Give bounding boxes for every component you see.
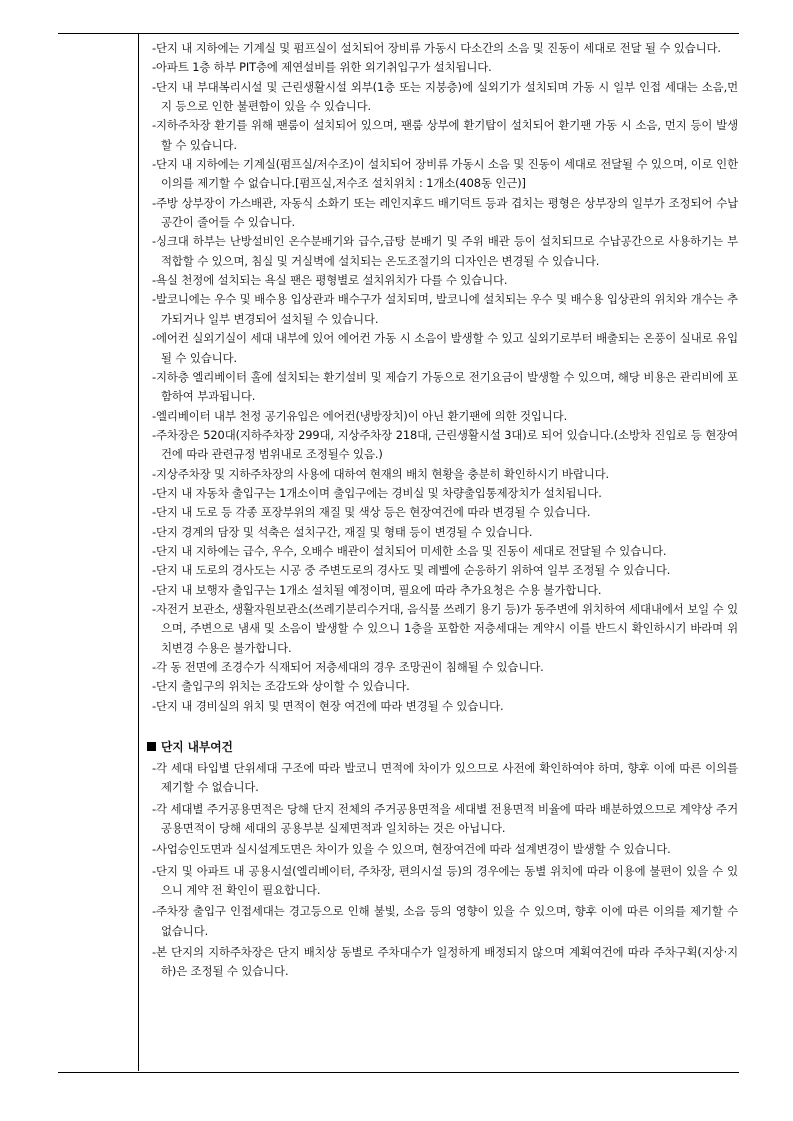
notice-item: -단지 출입구의 위치는 조감도와 상이할 수 있습니다. bbox=[152, 679, 410, 694]
notice-item: -에어컨 실외기실이 세대 내부에 있어 에어컨 가동 시 소음이 발생할 수 있고 실외기로부터 배출되는 온풍이 실내로 유입될 수 있습니다. bbox=[152, 331, 738, 365]
notice-item: -자전거 보관소, 생활자원보관소(쓰레기분리수거대, 음식물 쓰레기 용기 등)가 동주변에 위치하여 세대내에서 보일 수 있으며, 주변으로 냄새 및 소음이 발생할 수 있으니 1층을 포함한 저층세대는 계약시 이를 반드시 확인하시기 바라며 위치변경 수용은 불가합니다. bbox=[152, 601, 738, 655]
notice-item: -단지 내 지하에는 기계실(펌프실/저수조)이 설치되어 장비류 가동시 소음 및 진동이 세대로 전달될 수 있으며, 이로 인한 이의를 제기할 수 없습니다.[펌프실,저수조 설치위치 : 1개소(408동 인근)] bbox=[152, 157, 738, 191]
notice-item: -엘리베이터 내부 천정 공기유입은 에어컨(냉방장치)이 아닌 환기팬에 의한 것입니다. bbox=[152, 408, 568, 423]
notice-item: -단지 내 도로의 경사도는 시공 중 주변도로의 경사도 및 레벨에 순응하기 위하여 일부 조정될 수 있습니다. bbox=[152, 563, 671, 578]
notice-item: -지하층 엘리베이터 홀에 설치되는 환기설비 및 제습기 가동으로 전기요금이 발생할 수 있으며, 해당 비용은 관리비에 포함하여 부과됩니다. bbox=[152, 369, 738, 404]
notice-item: -싱크대 하부는 난방설비인 온수분배기와 급수,급탕 분배기 및 주위 배관 등이 설치되므로 수납공간으로 사용하기는 부적합할 수 있으며, 침실 및 거실벽에 설치되는 온도조절기의 디자인은 변경될 수 있습니다. bbox=[152, 234, 738, 268]
notice-item: -단지 내 지하에는 급수, 우수, 오배수 배관이 설치되어 미세한 소음 및 진동이 세대로 전달될 수 있습니다. bbox=[152, 543, 667, 558]
notice-item: -아파트 1층 하부 PIT층에 제연설비를 위한 외기취입구가 설치됩니다. bbox=[152, 60, 492, 75]
section-spacer bbox=[152, 716, 738, 737]
notice-item: -발코니에는 우수 및 배수용 입상관과 배수구가 설치되며, 발코니에 설치되는 우수 및 배수용 입상관의 위치와 개수는 추가되거나 일부 변경되어 설치될 수 있습니다. bbox=[152, 292, 738, 326]
section-item: -각 세대 타입별 단위세대 구조에 따라 발코니 면적에 차이가 있으므로 사전에 확인하여야 하며, 향후 이에 따른 이의를 제기할 수 없습니다. bbox=[152, 761, 738, 795]
notice-item: -주차장은 520대(지하주차장 299대, 지상주차장 218대, 근린생활시설 3대)로 되어 있습니다.(소방차 진입로 등 현장여건에 따라 관련규정 범위내로 조정될수 있음.) bbox=[152, 427, 738, 462]
notice-item: -단지 내 지하에는 기계실 및 펌프실이 설치되어 장비류 가동시 다소간의 소음 및 진동이 세대로 전달 될 수 있습니다. bbox=[152, 41, 721, 55]
notice-item: -단지 경계의 담장 및 석축은 설치구간, 재질 및 형태 등이 변경될 수 있습니다. bbox=[152, 524, 533, 539]
notice-item: -지상주차장 및 지하주차장의 사용에 대하여 현재의 배치 현황을 충분히 확인하시기 바랍니다. bbox=[152, 466, 610, 481]
notice-item: -단지 내 부대복리시설 및 근린생활시설 외부(1층 또는 지붕층)에 실외기가 설치되며 가동 시 일부 인접 세대는 소음,먼지 등으로 인한 불편함이 있을 수 있습니다. bbox=[152, 79, 738, 114]
section-heading-text: 단지 내부여건 bbox=[161, 740, 233, 755]
notice-item: -각 동 전면에 조경수가 식재되어 저층세대의 경우 조망권이 침해될 수 있습니다. bbox=[152, 660, 544, 674]
section-item: -본 단지의 지하주차장은 단지 배치상 동별로 주차대수가 일정하게 배정되지 않으며 계획여건에 따라 주차구획(지상·지하)은 조정될 수 있습니다. bbox=[152, 945, 738, 979]
black-square-icon bbox=[147, 742, 156, 751]
notice-item: -욕실 천정에 설치되는 욕실 팬은 평형별로 설치위치가 다를 수 있습니다. bbox=[152, 273, 508, 288]
notice-item: -단지 내 자동차 출입구는 1개소이며 출입구에는 경비실 및 차량출입통제장치가 설치됩니다. bbox=[152, 485, 602, 500]
notice-item: -단지 내 도로 등 각종 포장부위의 재질 및 색상 등은 현장여건에 따라 변경될 수 있습니다. bbox=[152, 505, 591, 520]
notice-item: -주방 상부장이 가스배관, 자동식 소화기 또는 레인지후드 배기덕트 등과 겹치는 평형은 상부장의 일부가 조정되어 수납공간이 줄어들 수 있습니다. bbox=[152, 195, 738, 230]
section-item: -사업승인도면과 실시설계도면은 차이가 있을 수 있으며, 현장여건에 따라 설계변경이 발생할 수 있습니다. bbox=[152, 842, 671, 857]
column-divider bbox=[138, 33, 139, 1071]
notice-item: -단지 내 경비실의 위치 및 면적이 현장 여건에 따라 변경될 수 있습니다. bbox=[152, 698, 504, 713]
section-item: -각 세대별 주거공용면적은 당해 단지 전체의 주거공용면적을 세대별 전용면적 비율에 따라 배분하였으므로 계약상 주거공용면적이 당해 세대의 공용부분 실제면적과 일치하는 것은 아닙니다. bbox=[152, 801, 738, 836]
section-item: -주차장 출입구 인접세대는 경고등으로 인해 불빛, 소음 등의 영향이 있을 수 있으며, 향후 이에 따른 이의를 제기할 수 없습니다. bbox=[152, 904, 738, 938]
section-heading bbox=[147, 737, 738, 757]
notice-item: -단지 내 보행자 출입구는 1개소 설치될 예정이며, 필요에 따라 추가요청은 수용 불가합니다. bbox=[152, 582, 602, 597]
notice-content bbox=[152, 39, 738, 984]
section-item: -단지 및 아파트 내 공용시설(엘리베이터, 주차장, 편의시설 등)의 경우에는 동별 위치에 따라 이용에 불편이 있을 수 있으니 계약 전 확인이 필요합니다. bbox=[152, 863, 738, 898]
notice-item: -지하주차장 환기를 위해 팬룸이 설치되어 있으며, 팬룸 상부에 환기탑이 설치되어 환기팬 가동 시 소음, 먼지 등이 발생할 수 있습니다. bbox=[152, 118, 738, 152]
